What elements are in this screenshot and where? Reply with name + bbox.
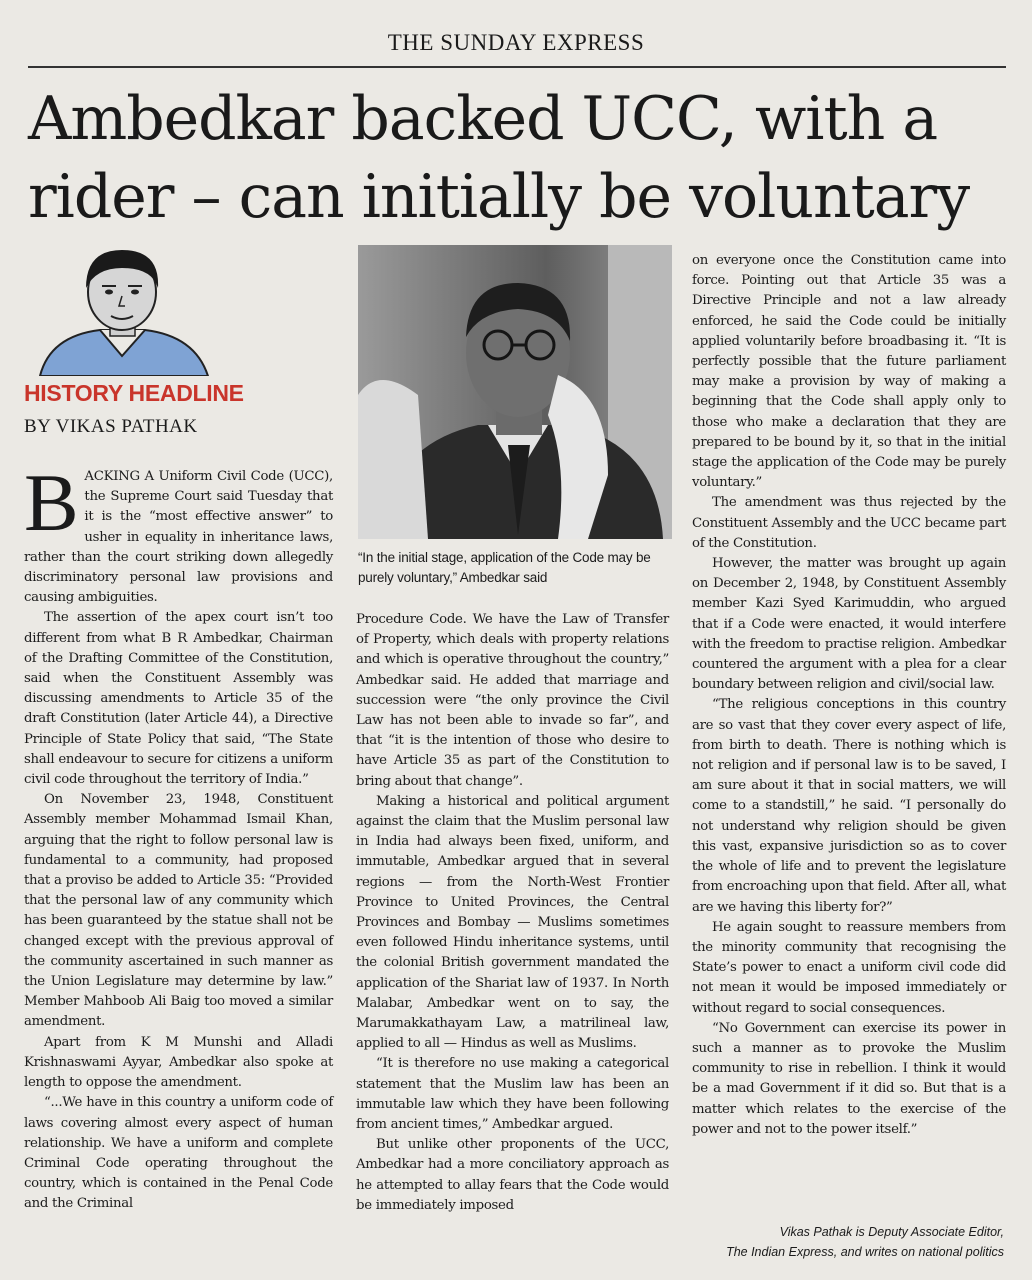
paragraph: “The religious conceptions in this country are so vast that they cover every aspect of life, from birth to death. There is nothing which is not religion and if personal law is to be saved, I am sure about it that in social matters, we will come to a standstill,” he said. “I personally do not understand why religion should be given this vast, expansive jurisdiction so as to cover the whole of life and to prevent the legislature from encroaching upon that field. After all, what are we having this liberty for?” xyxy=(692,697,1006,915)
paragraph: But unlike other proponents of the UCC, Ambedkar had a more conciliatory approach as he attempted to allay fears that the Code would be immediately imposed xyxy=(356,1137,669,1213)
paragraph: On November 23, 1948, Constituent Assembly member Mohammad Ismail Khan, arguing that the right to follow personal law is fundamental to a community, had proposed that a proviso be added to Article 35: “Provided that the personal law of any community which has been guaranteed by the statue shall not be changed except with the previous approval of the community ascertained in such manner as the Union Legislature may determine by law.” Member Mahboob Ali Baig too moved a similar amendment. xyxy=(24,792,333,1030)
headline xyxy=(28,80,1018,236)
headline-line-2: rider – can initially be voluntary xyxy=(28,162,970,232)
paragraph: “...We have in this country a uniform code of laws covering almost every aspect of human relationship. We have a uniform and complete Criminal Code operating throughout the country, which is contained in the Penal Code and the Criminal xyxy=(24,1095,333,1212)
section-kicker: HISTORY HEADLINE xyxy=(24,380,244,406)
paragraph: The assertion of the apex court isn’t too different from what B R Ambedkar, Chairman of the Drafting Committee of the Constitution, said when the Constituent Assembly was discussing amendments to Article 35 of the draft Constitution (later Article 44), a Directive Principle of State Policy that said, “The State shall endeavour to secure for citizens a uniform civil code throughout the territory of India.” xyxy=(24,610,333,788)
ambedkar-photo xyxy=(358,245,672,539)
byline: BY VIKAS PATHAK xyxy=(24,416,198,437)
paragraph: Procedure Code. We have the Law of Transfer of Property, which deals with property relations and which is operative throughout the country,” Ambedkar said. He added that marriage and succession were “the only province the Civil Law has not been able to invade so far”, and that “it is the intention of those who desire to have Article 35 as part of the Constitution to bring about that change”. xyxy=(356,612,669,789)
article-column-3 xyxy=(692,251,1006,1140)
masthead-rule xyxy=(28,66,1006,68)
signature-line-1: Vikas Pathak is Deputy Associate Editor, xyxy=(779,1225,1004,1239)
paragraph: “It is therefore no use making a categorical statement that the Muslim law has been an immutable law which they have been following from ancient times,” Ambedkar argued. xyxy=(356,1056,669,1133)
paragraph: The amendment was thus rejected by the Constituent Assembly and the UCC became part of the Constitution. xyxy=(692,495,1006,551)
paragraph: He again sought to reassure members from the minority community that recognising the State’s power to enact a uniform civil code did not mean it would be imposed immediately or without regard to social consequences. xyxy=(692,919,1006,1016)
article-column-2 xyxy=(356,610,669,1216)
masthead: THE SUNDAY EXPRESS xyxy=(387,30,645,55)
paragraph: BACKING A Uniform Civil Code (UCC), the Supreme Court said Tuesday that it is the “most effective answer” to usher in equality in inheritance laws, rather than the court striking down allegedly discriminatory personal law provisions and causing ambiguities. xyxy=(24,457,333,606)
paragraph: Making a historical and political argument against the claim that the Muslim personal law in India had always been fixed, uniform, and immutable, Ambedkar argued that in several regions — from the North-West Frontier Province to United Provinces, the Central Provinces and Bombay — Muslims sometimes even followed Hindu inheritance systems, until the colonial British government mandated the application of the Shariat law of 1937. In North Malabar, Ambedkar went on to say, the Marumakkathayam Law, a matrilineal law, applied to all — Hindus as well as Muslims. xyxy=(356,793,669,1052)
paragraph: Apart from K M Munshi and Alladi Krishnaswami Ayyar, Ambedkar also spoke at length to oppose the amendment. xyxy=(24,1034,333,1091)
article-column-1 xyxy=(24,457,333,1215)
paragraph: “No Government can exercise its power in such a manner as to provoke the Muslim community to rise in rebellion. I think it would be a mad Government if it did so. But that is a matter which relates to the exercise of the power and not to the power itself.” xyxy=(692,1020,1006,1137)
photo-caption: “In the initial stage, application of the Code may be purely voluntary,” Ambedkar said xyxy=(358,550,651,585)
headline-line-1: Ambedkar backed UCC, with a xyxy=(28,84,938,154)
author-signature xyxy=(684,1222,1004,1262)
paragraph: on everyone once the Constitution came into force. Pointing out that Article 35 was a Directive Principle and not a law already enforced, he said the Code could be initially applied voluntarily before broadbasing it. “It is perfectly possible that the future parliament may make a provision by way of making a beginning that the Code shall apply only to those who make a declaration that they are prepared to be bound by it, so that in the initial stage the application of the Code may be purely voluntary.” xyxy=(692,253,1006,491)
signature-line-2: The Indian Express, and writes on national politics xyxy=(726,1245,1004,1259)
author-portrait xyxy=(30,244,215,376)
paragraph: However, the matter was brought up again on December 2, 1948, by Constituent Assembly member Kazi Syed Karimuddin, who argued that if a Code were enacted, it would interfere with the freedom to practise religion. Ambedkar countered the argument with a plea for a clear boundary between religion and civil/social law. xyxy=(692,556,1006,693)
drop-cap: B xyxy=(24,457,79,548)
